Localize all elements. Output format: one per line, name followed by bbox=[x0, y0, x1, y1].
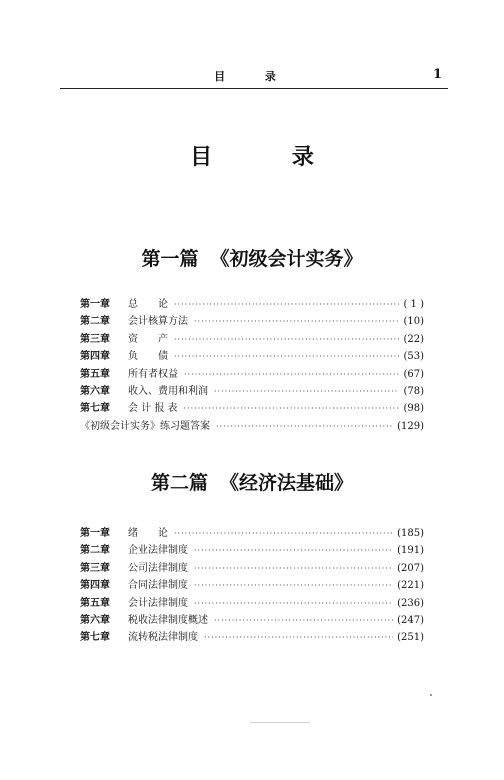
scan-speck bbox=[430, 694, 432, 696]
chapter-label: 第六章 bbox=[80, 385, 110, 397]
dot-leader bbox=[184, 404, 400, 413]
page-ref: (67) bbox=[403, 368, 424, 380]
chapter-title: 会计法律制度 bbox=[128, 597, 188, 609]
dot-leader bbox=[204, 633, 393, 642]
dot-leader bbox=[174, 529, 393, 538]
chapter-label: 第七章 bbox=[80, 403, 110, 415]
chapter-label: 第二章 bbox=[80, 316, 110, 328]
chapter-label: 第一章 bbox=[80, 528, 110, 539]
chapter-title: 收入、费用和利润 bbox=[128, 385, 208, 397]
toc-entry[interactable] bbox=[80, 594, 424, 611]
chapter-label: 第六章 bbox=[80, 614, 110, 626]
chapter-title: 企业法律制度 bbox=[128, 545, 188, 557]
page-ref: (98) bbox=[403, 403, 424, 415]
dot-leader bbox=[184, 370, 399, 379]
dot-leader bbox=[194, 599, 393, 608]
toc-list-part-1 bbox=[80, 295, 424, 434]
chapter-label: 第三章 bbox=[80, 562, 110, 574]
page-ref: (221) bbox=[397, 580, 424, 592]
chapter-title: 《初级会计实务》练习题答案 bbox=[80, 420, 210, 432]
chapter-title: 会 计 报 表 bbox=[128, 403, 178, 415]
scan-smudge bbox=[250, 722, 310, 723]
toc-entry[interactable] bbox=[80, 559, 424, 576]
part-heading-2 bbox=[0, 468, 504, 495]
toc-entry[interactable] bbox=[80, 295, 424, 312]
toc-entry[interactable] bbox=[80, 399, 424, 416]
chapter-title: 公司法律制度 bbox=[128, 562, 188, 574]
toc-list-part-2 bbox=[80, 524, 424, 646]
page-ref: (185) bbox=[397, 528, 424, 539]
chapter-label: 第七章 bbox=[80, 632, 110, 644]
chapter-title: 资 产 bbox=[128, 333, 168, 345]
page-ref: ( 1 ) bbox=[403, 299, 424, 310]
toc-entry[interactable] bbox=[80, 576, 424, 593]
dot-leader bbox=[174, 300, 399, 309]
toc-entry[interactable] bbox=[80, 541, 424, 558]
toc-entry[interactable] bbox=[80, 365, 424, 382]
page-ref: (207) bbox=[397, 562, 424, 574]
toc-entry[interactable] bbox=[80, 524, 424, 541]
page-ref: (22) bbox=[403, 333, 424, 345]
dot-leader bbox=[174, 335, 399, 344]
toc-entry[interactable] bbox=[80, 312, 424, 329]
toc-entry-answers[interactable] bbox=[80, 417, 424, 434]
toc-entry[interactable] bbox=[80, 330, 424, 347]
dot-leader bbox=[194, 564, 393, 573]
chapter-label: 第五章 bbox=[80, 597, 110, 609]
dot-leader bbox=[194, 317, 399, 326]
page-ref: (251) bbox=[397, 632, 424, 644]
part-label: 第一篇 bbox=[141, 248, 199, 270]
running-header bbox=[60, 66, 448, 89]
dot-leader bbox=[194, 581, 393, 590]
toc-entry[interactable] bbox=[80, 347, 424, 364]
chapter-title: 总 论 bbox=[128, 299, 168, 310]
page-ref: (78) bbox=[403, 385, 424, 397]
dot-leader bbox=[216, 422, 393, 431]
page-ref: (191) bbox=[397, 545, 424, 557]
chapter-label: 第五章 bbox=[80, 368, 110, 380]
dot-leader bbox=[194, 546, 393, 555]
dot-leader bbox=[214, 616, 393, 625]
chapter-label: 第四章 bbox=[80, 580, 110, 592]
part-title: 《经济法基础》 bbox=[220, 472, 354, 494]
chapter-label: 第一章 bbox=[80, 299, 110, 310]
chapter-title: 税收法律制度概述 bbox=[128, 614, 208, 626]
toc-title: 目 录 bbox=[190, 145, 350, 170]
chapter-title: 会计核算方法 bbox=[128, 316, 188, 328]
page-ref: (129) bbox=[397, 420, 424, 432]
chapter-label: 第二章 bbox=[80, 545, 110, 557]
chapter-title: 合同法律制度 bbox=[128, 580, 188, 592]
part-title: 《初级会计实务》 bbox=[210, 248, 363, 270]
running-title: 目 录 bbox=[214, 70, 294, 83]
toc-entry[interactable] bbox=[80, 628, 424, 645]
page-ref: (10) bbox=[403, 316, 424, 328]
toc-entry[interactable] bbox=[80, 611, 424, 628]
chapter-title: 流转税法律制度 bbox=[128, 632, 198, 644]
chapter-title: 所有者权益 bbox=[128, 368, 178, 380]
dot-leader bbox=[214, 387, 399, 396]
part-heading-1 bbox=[0, 244, 504, 271]
page-ref: (53) bbox=[403, 351, 424, 363]
toc-entry[interactable] bbox=[80, 382, 424, 399]
part-label: 第二篇 bbox=[150, 472, 208, 494]
chapter-title: 绪 论 bbox=[128, 528, 168, 539]
page-number: 1 bbox=[432, 67, 442, 82]
dot-leader bbox=[174, 352, 399, 361]
chapter-label: 第三章 bbox=[80, 333, 110, 345]
chapter-title: 负 债 bbox=[128, 351, 168, 363]
chapter-label: 第四章 bbox=[80, 351, 110, 363]
page-ref: (247) bbox=[397, 614, 424, 626]
page-ref: (236) bbox=[397, 597, 424, 609]
